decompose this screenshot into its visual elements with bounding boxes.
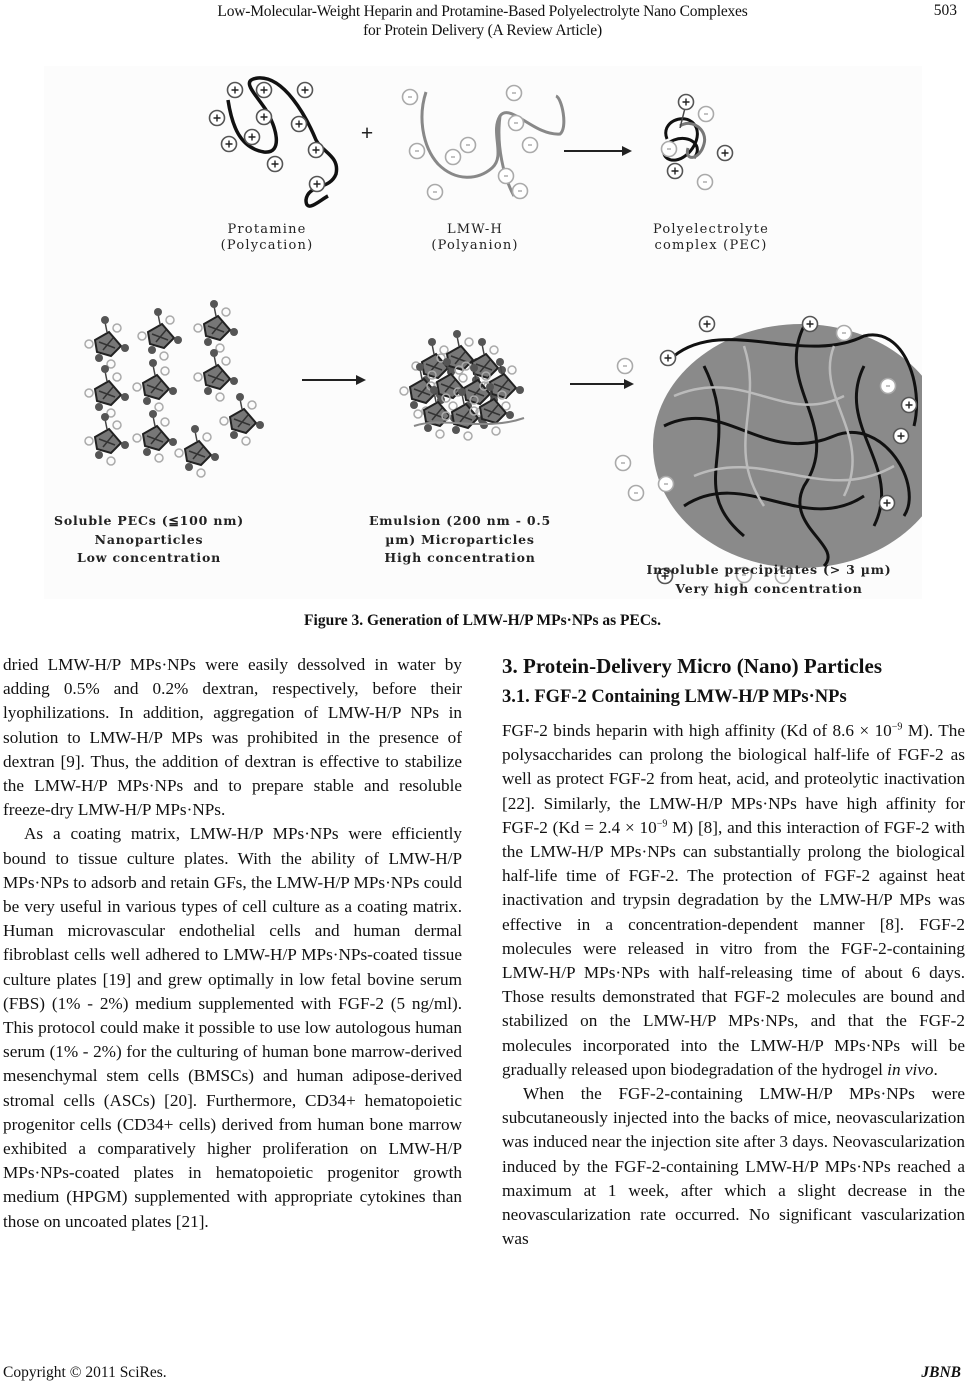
label-lmwh: LMW-H (Polyanion) — [431, 222, 519, 253]
lmwh-polyanion — [403, 86, 564, 200]
paragraph: dried LMW-H/P MPs·NPs were easily dessolved in water by adding 0.5% and 0.2% dextran, respectively, before their lyophilizations. In addition, aggregation of LMW-H/P NPs in solution to LMW-H/P MPs was prohibited in the presence of dextran [9]. Thus, the addition of dextran is effective to stabilize the LMW-H/P MPs·NPs and to prepare stable and resoluble freeze-dry LMW-H/P MPs·NPs. — [3, 655, 462, 820]
section-heading: 3. Protein-Delivery Micro (Nano) Particles — [502, 654, 883, 678]
left-column — [3, 653, 462, 1234]
soluble-nanoparticles — [85, 300, 264, 477]
journal-name: JBNB — [921, 1364, 961, 1381]
plus-sign: + — [360, 120, 374, 145]
paragraph: When the FGF-2-containing LMW-H/P MPs·NPs were subcutaneously injected into the backs of mice, neovascularization was induced near the injection site after 3 days. Neovascularization induced by the FGF-2-containing LMW-H/P MPs·NPs reached a maximum at 1 week, after which a slight decrease in the neovascularization rate occurred. No significant vascularization was — [502, 1084, 965, 1249]
page-number: 503 — [933, 2, 957, 19]
running-head-line1: Low-Molecular-Weight Heparin and Protamine-Based Polyelectrolyte Nano Complexes — [217, 3, 748, 20]
paragraph: As a coating matrix, LMW-H/P MPs·NPs were efficiently bound to tissue culture plates. With the ability of LMW-H/P MPs·NPs to adsorb and retain GFs, the LMW-H/P MPs·NPs could be very useful in various types of cell culture as a coating matrix. Human microvascular endothelial cells and human dermal fibroblast cells well adhered to LMW-H/P MPs·NPs-coated tissue culture plates [19] and grew optimally in low fetal bovine serum (FBS) (1% - 2%) medium supplemented with FGF-2 (5 ng/ml). This protocol could make it possible to use low autologous human serum (1% - 2%) for the culturing of human bone marrow-derived mesenchymal stem cells (BMSCs) and human adipose-derived stromal cells (ASCs) [20]. Furthermore, CD34+ hematopoietic progenitor cells (CD34+ cells) derived from human bone marrow exhibited a comparatively higher proliferation on LMW-H/P MPs·NPs-coated plates in hematopoietic progenitor growth medium (HPGM) supplemented with appropriate cytokines than those on uncoated plates [21]. — [3, 824, 462, 1231]
arrow-icon — [570, 379, 634, 389]
label-soluble-pecs: Soluble PECs (≦100 nm) Nanoparticles Low concentration — [54, 513, 244, 565]
subsection-heading: 3.1. FGF-2 Containing LMW-H/P MPs·NPs — [502, 687, 847, 707]
label-pec: Polyelectrolyte complex (PEC) — [652, 222, 770, 253]
arrow-icon — [302, 375, 366, 385]
pec-complex — [662, 95, 733, 190]
label-insoluble: Insoluble precipitates (> 3 µm) Very high concentration — [646, 562, 892, 596]
protamine-polycation — [210, 78, 337, 206]
paragraph: FGF-2 binds heparin with high affinity (Kd of $8.6 \times 10^{-9}$ M). The polysaccharides can prolong the biological half-life of FGF-2 as well as protect FGF-2 from heat, acid, and proteolytic inactivation [22]. Similarly, the LMW-H/P MPs·NPs have high affinity for FGF-2 ($Kd = 2.4 \times 10^{-9}$ M) [8], and this interaction of FGF-2 with the LMW-H/P MPs·NPs can substantially prolong the biological half-life time of FGF-2. The protection of FGF-2 against heat inactivation and trypsin degradation by the LMW-H/P MPs was effective in a concentration-dependent manner [8]. FGF-2 molecules were released in vitro from the FGF-2-containing LMW-H/P MPs·NPs with half-releasing time of about 6 days. Those results demonstrated that FGF-2 molecules are bound and stabilized on the LMW-H/P MPs·NPs, and that the FGF-2 molecules incorporated into the LMW-H/P MPs·NPs will be gradually released upon biodegradation of the hydrogel in vivo. — [502, 721, 965, 1079]
arrow-icon — [564, 146, 632, 156]
insoluble-precipitates — [616, 317, 923, 584]
copyright: Copyright © 2011 SciRes. — [3, 1364, 167, 1381]
label-emulsion: Emulsion (200 nm - 0.5 µm) Microparticles High concentration — [368, 513, 552, 565]
running-head-line2: for Protein Delivery (A Review Article) — [363, 22, 602, 39]
figure-caption: Figure 3. Generation of LMW-H/P MPs·NPs as PECs. — [304, 612, 661, 629]
emulsion-microparticles — [400, 330, 524, 440]
running-head — [0, 2, 965, 40]
right-column — [502, 653, 965, 1251]
label-protamine: Protamine (Polycation) — [220, 222, 314, 253]
figure-3 — [44, 66, 922, 599]
